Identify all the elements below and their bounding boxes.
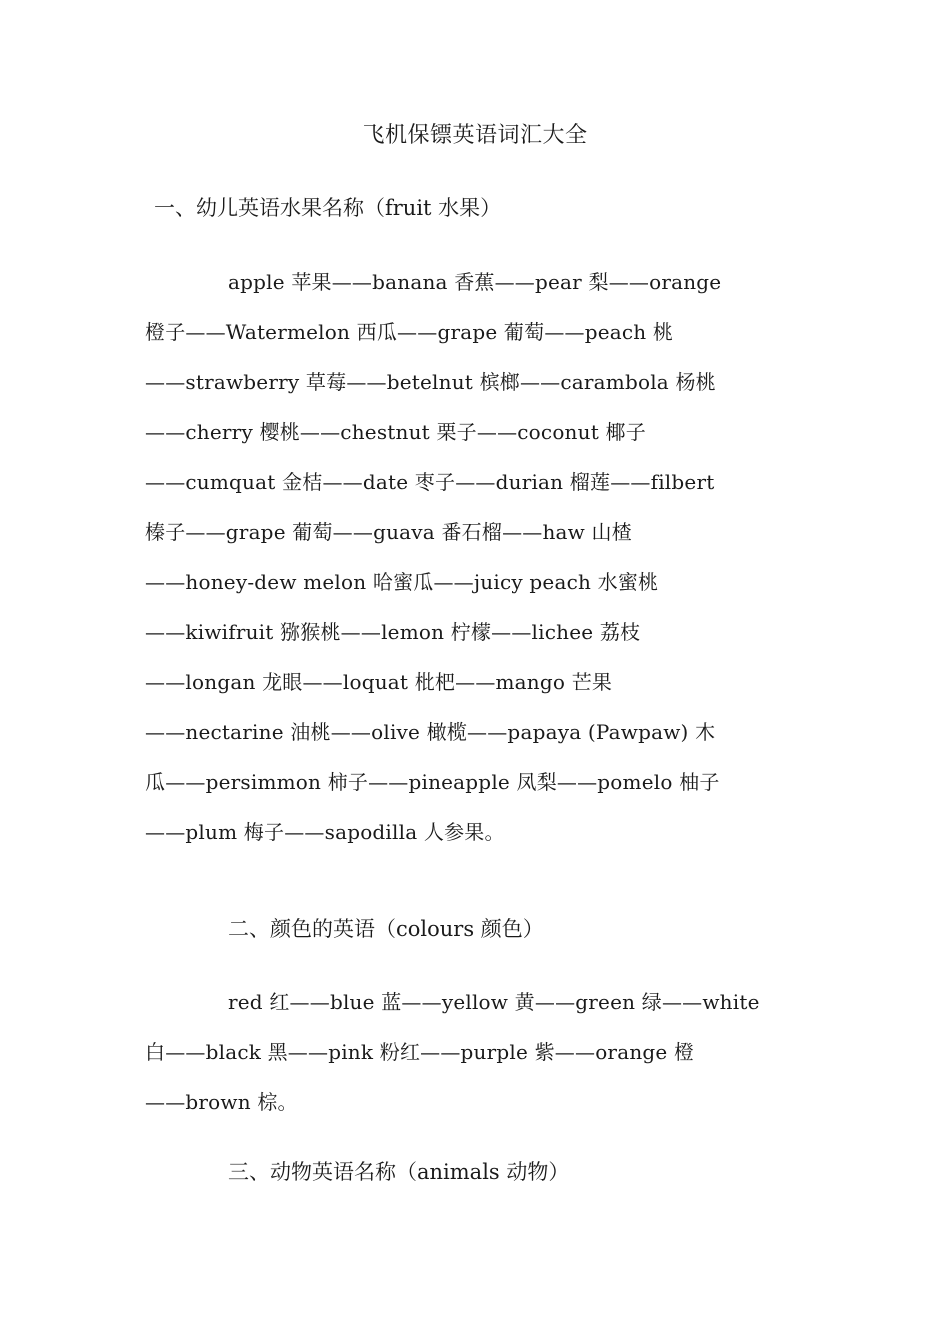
- fruit-line: 橙子——Watermelon 西瓜——grape 葡萄——peach 桃: [145, 320, 674, 344]
- section-heading-fruit: 一、幼儿英语水果名称（fruit 水果）: [154, 196, 502, 220]
- fruit-line: ——plum 梅子——sapodilla 人参果。: [145, 820, 505, 844]
- fruit-line: ——honey-dew melon 哈蜜瓜——juicy peach 水蜜桃: [145, 570, 659, 594]
- colour-line: 白——black 黑——pink 粉红——purple 紫——orange 橙: [145, 1040, 695, 1064]
- fruit-line: 瓜——persimmon 柿子——pineapple 凤梨——pomelo 柚子: [145, 770, 720, 794]
- section-heading-colours: 二、颜色的英语（colours 颜色）: [228, 917, 544, 941]
- fruit-line: ——nectarine 油桃——olive 橄榄——papaya (Pawpaw) 木: [145, 720, 716, 744]
- section-heading-animals: 三、动物英语名称（animals 动物）: [228, 1160, 570, 1184]
- colour-line: red 红——blue 蓝——yellow 黄——green 绿——white: [228, 990, 760, 1014]
- colour-line: ——brown 棕。: [145, 1090, 298, 1114]
- document-title: 飞机保镖英语词汇大全: [362, 123, 588, 148]
- fruit-line: ——longan 龙眼——loquat 枇杷——mango 芒果: [145, 670, 613, 694]
- fruit-line: 榛子——grape 葡萄——guava 番石榴——haw 山楂: [145, 520, 632, 544]
- fruit-line: ——cherry 樱桃——chestnut 栗子——coconut 椰子: [145, 420, 646, 444]
- fruit-line: ——cumquat 金桔——date 枣子——durian 榴莲——filbert: [145, 470, 715, 494]
- fruit-line: ——strawberry 草莓——betelnut 槟榔——carambola 杨桃: [145, 370, 716, 394]
- fruit-line: apple 苹果——banana 香蕉——pear 梨——orange: [228, 270, 722, 294]
- fruit-line: ——kiwifruit 猕猴桃——lemon 柠檬——lichee 荔枝: [145, 620, 641, 644]
